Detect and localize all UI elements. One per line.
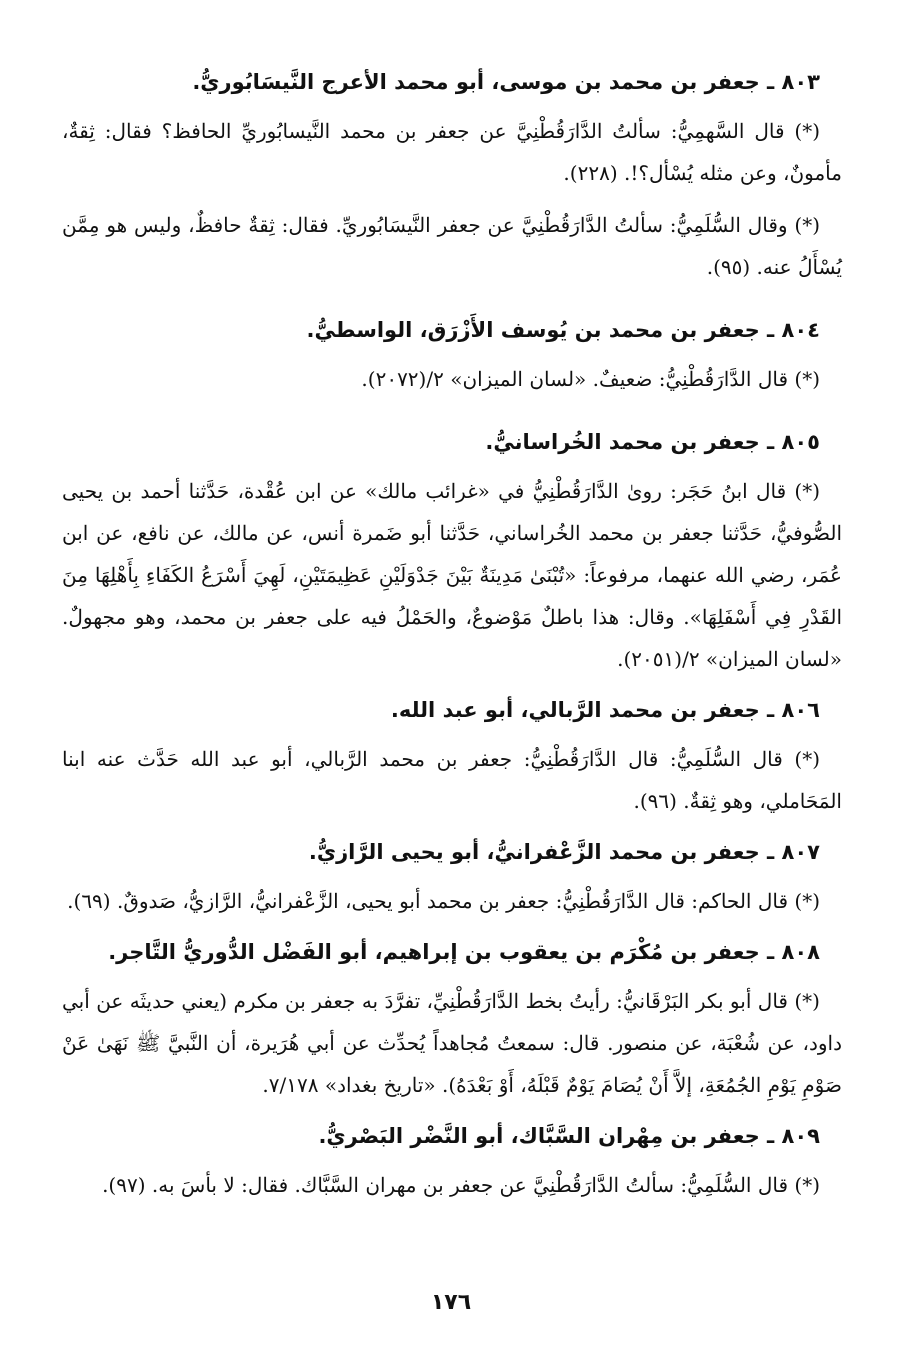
entry-808 — [62, 932, 842, 1106]
entry-paragraph: (*) قال الدَّارَقُطْنِيُّ: ضعيفٌ. «لسان الميزان» ٢/(٢٠٧٢). — [361, 367, 820, 391]
entry-paragraph: (*) قال الحاكم: قال الدَّارَقُطْنِيُّ: جعفر بن محمد أبو يحيى، الزَّعْفرانيُّ، الرَّازيُّ، صَدوقٌ. (٦٩). — [67, 889, 820, 913]
entry-paragraph: (*) قال ابنُ حَجَر: روىٰ الدَّارَقُطْنِيُّ في «غرائب مالك» عن ابن عُقْدة، حَدَّثنا أحمد بن يحيى الصُّوفيُّ، حَدَّثنا جعفر بن محمد الخُراساني، حَدَّثنا أبو ضَمرة أنس، عن مالك، عن نافع، عن ابن عُمَر، رضي الله عنهما، مرفوعاً: «تُبْنَىٰ مَدِينَةٌ بَيْنَ جَدْوَلَيْنِ عَظِيمَتَيْنِ، لَهِيَ أَسْرَعُ الكَفَاءِ بِأَهْلِهَا مِنَ القَدْرِ فِي أَسْفَلِهَا». وقال: هذا باطلٌ مَوْضوعٌ، والحَمْلُ فيه على جعفر بن محمد، وهو مجهولٌ. «لسان الميزان» ٢/(٢٠٥١). — [62, 479, 843, 671]
page-body — [62, 62, 842, 1216]
entry-809 — [62, 1116, 842, 1206]
entry-paragraph: (*) قال السَّهمِيُّ: سألتُ الدَّارَقُطْنِيَّ عن جعفر بن محمد النَّيسابُوريِّ الحافظ؟ فقال: ثِقةٌ، مأمونٌ، وعن مثله يُسْأل؟!. (٢٢٨). — [62, 119, 842, 185]
entry-807 — [62, 832, 842, 922]
entry-title: ٨٠٦ ـ جعفر بن محمد الرَّبالي، أبو عبد الله. — [390, 698, 820, 722]
page-number: ١٧٦ — [430, 1290, 472, 1315]
entry-804 — [62, 310, 842, 400]
entry-title: ٨٠٤ ـ جعفر بن محمد بن يُوسف الأَزْرَق، الواسطيُّ. — [306, 318, 820, 342]
entry-806 — [62, 690, 842, 822]
entry-paragraph: (*) قال السُّلَمِيُّ: قال الدَّارَقُطْنِيُّ: جعفر بن محمد الرَّبالي، أبو عبد الله حَدَّث عنه ابنا المَحَاملي، وهو ثِقةٌ. (٩٦). — [62, 747, 842, 813]
entry-803 — [62, 62, 842, 288]
entry-title: ٨٠٨ ـ جعفر بن مُكْرَم بن يعقوب بن إبراهيم، أبو الفَضْل الدُّوريُّ التَّاجر. — [108, 940, 820, 964]
entry-title: ٨٠٩ ـ جعفر بن مِهْران السَّبَّاك، أبو النَّضْر البَصْريُّ. — [318, 1124, 820, 1148]
entry-805 — [62, 422, 842, 680]
entry-title: ٨٠٣ ـ جعفر بن محمد بن موسى، أبو محمد الأعرج النَّيسَابُوريُّ. — [192, 70, 820, 94]
entry-title: ٨٠٧ ـ جعفر بن محمد الزَّعْفرانيُّ، أبو يحيى الرَّازيُّ. — [308, 840, 820, 864]
entry-paragraph: (*) وقال السُّلَمِيُّ: سألتُ الدَّارَقُطْنِيَّ عن جعفر النَّيسَابُوريِّ. فقال: ثِقةٌ حافظٌ، وليس هو مِمَّن يُسْأَلُ عنه. (٩٥). — [62, 213, 842, 279]
entry-title: ٨٠٥ ـ جعفر بن محمد الخُراسانيُّ. — [485, 430, 820, 454]
entry-paragraph: (*) قال السُّلَمِيُّ: سألتُ الدَّارَقُطْنِيَّ عن جعفر بن مهران السَّبَّاك. فقال: لا بأسَ به. (٩٧). — [102, 1173, 820, 1197]
entry-paragraph: (*) قال أبو بكر البَرْقَانيُّ: رأيتُ بخط الدَّارَقُطْنِيِّ، تفرَّدَ به جعفر بن مكرم (يعني حديثَه عن أبي داود، عن شُعْبَة، عن منصور. قال: سمعتُ مُجاهداً يُحدِّث عن أبي هُرَيرة، أن النَّبيَّ ﷺ نَهَىٰ عَنْ صَوْمِ يَوْمِ الجُمُعَةِ، إلاَّ أَنْ يُصَامَ يَوْمٌ قَبْلَهُ، أَوْ بَعْدَهُ). «تاريخ بغداد» ٧/١٧٨. — [62, 989, 842, 1097]
